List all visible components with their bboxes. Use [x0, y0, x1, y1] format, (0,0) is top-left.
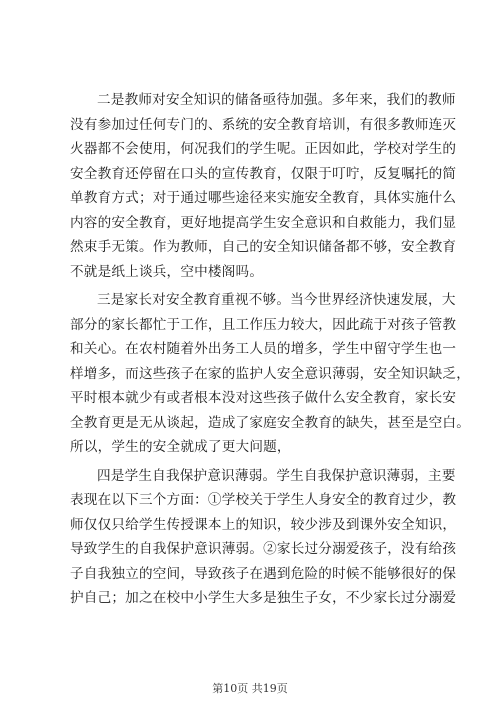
document-body [70, 88, 471, 611]
text-line: 所以，学生的安全就成了更大问题， [70, 439, 291, 455]
text-line: 子自我独立的空间，导致孩子在遇到危险的时候不能够很好的保 [70, 565, 457, 582]
paragraph-teacher-safety-knowledge [70, 88, 457, 284]
text-line: 内容的安全教育，更好地提高学生安全意识和自救能力，我们显 [70, 214, 457, 231]
text-line: 三是家长对安全教育重视不够。当今世界经济快速发展，大 [97, 292, 456, 308]
text-line: 师仅仅只给学生传授课本上的知识，较少涉及到课外安全知识， [70, 516, 457, 533]
text-line: 和关心。在农村随着外出务工人员的增多，学生中留守学生也一 [70, 341, 457, 357]
text-line: 护自己；加之在校中小学生大多是独生子女，不少家长过分溺爱 [70, 590, 457, 606]
text-line: 导致学生的自我保护意识薄弱。②家长过分溺爱孩子，没有给孩 [70, 541, 457, 557]
text-line: 样增多，而这些孩子在家的监护人安全意识薄弱，安全知识缺乏， [70, 365, 471, 382]
text-line: 单教育方式；对于通过哪些途径来实施安全教育，具体实施什么 [70, 190, 457, 206]
text-line: 不就是纸上谈兵，空中楼阁吗。 [70, 263, 264, 280]
text-line: 表现在以下三个方面：①学校关于学生人身安全的教育过少，教 [70, 492, 457, 508]
text-line: 然束手无策。作为教师，自己的安全知识储备都不够，安全教育 [70, 239, 457, 255]
text-line: 安全教育还停留在口头的宣传教育，仅限于叮咛，反复嘱托的简 [70, 165, 457, 182]
text-line: 部分的家长都忙于工作，且工作压力较大，因此疏于对孩子管教 [70, 316, 457, 333]
text-line: 没有参加过任何专门的、系统的安全教育培训，有很多教师连灭 [70, 116, 457, 133]
text-line: 全教育更是无从谈起，造成了家庭安全教育的缺失，甚至是空白。 [70, 414, 471, 431]
text-line: 四是学生自我保护意识薄弱。学生自我保护意识薄弱，主要 [97, 467, 456, 484]
page-number-footer: 第10页 共19页 [212, 682, 288, 695]
text-line: 火器都不会使用，何况我们的学生呢。正因如此，学校对学生的 [70, 141, 457, 157]
paragraph-parent-attention [70, 288, 471, 460]
text-line: 平时根本就少有或者根本没对这些孩子做什么安全教育，家长安 [70, 390, 457, 406]
text-line: 二是教师对安全知识的储备亟待加强。多年来，我们的教师 [97, 92, 456, 108]
paragraph-student-self-protection [70, 464, 457, 611]
